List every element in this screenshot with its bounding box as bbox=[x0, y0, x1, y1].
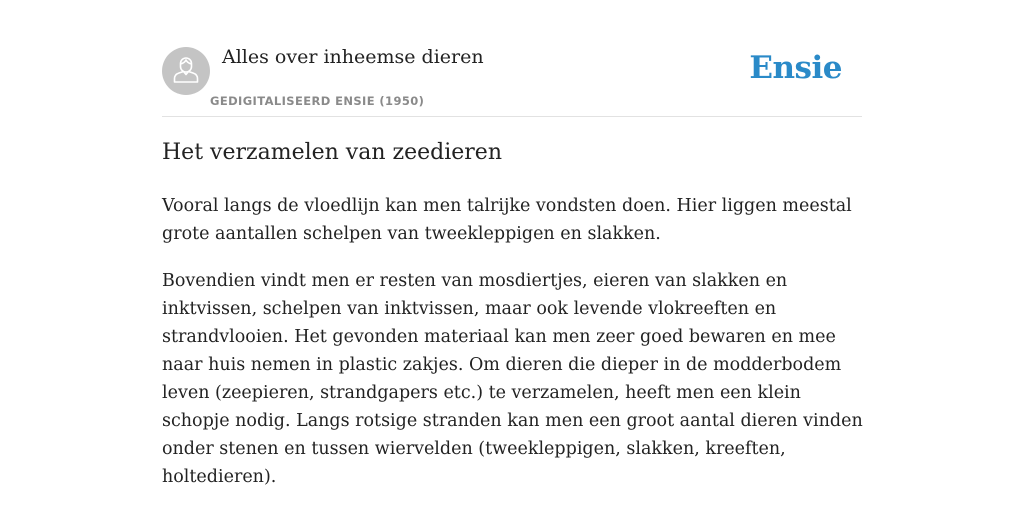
article-body bbox=[162, 192, 867, 510]
source-header bbox=[162, 40, 862, 117]
brand-logo[interactable]: Ensie bbox=[749, 50, 842, 86]
user-icon bbox=[162, 47, 210, 95]
paragraph: Vooral langs de vloedlijn kan men talrijke vondsten doen. Hier liggen meestal grote aantallen schelpen van tweekleppigen en slakken. bbox=[162, 196, 852, 244]
source-title[interactable]: Alles over inheemse dieren bbox=[222, 46, 484, 68]
article-title: Het verzamelen van zeedieren bbox=[162, 140, 502, 165]
paragraph: Bovendien vindt men er resten van mosdiertjes, eieren van slakken en inktvissen, schelpen van inktvissen, maar ook levende vlokreeften en strandvlooien. Het gevonden materiaal kan men zeer goed bewaren en mee naar huis nemen in plastic zakjes. Om dieren die dieper in de modderbodem leven (zeepieren, strandgapers etc.) te verzamelen, heeft men een klein schopje nodig. Langs rotsige stranden kan men een groot aantal dieren vinden onder stenen en tussen wiervelden (tweekleppigen, slakken, kreeften, holtedieren). bbox=[162, 271, 863, 487]
source-subtitle: GEDIGITALISEERD ENSIE (1950) bbox=[210, 94, 425, 108]
avatar[interactable] bbox=[162, 47, 210, 95]
